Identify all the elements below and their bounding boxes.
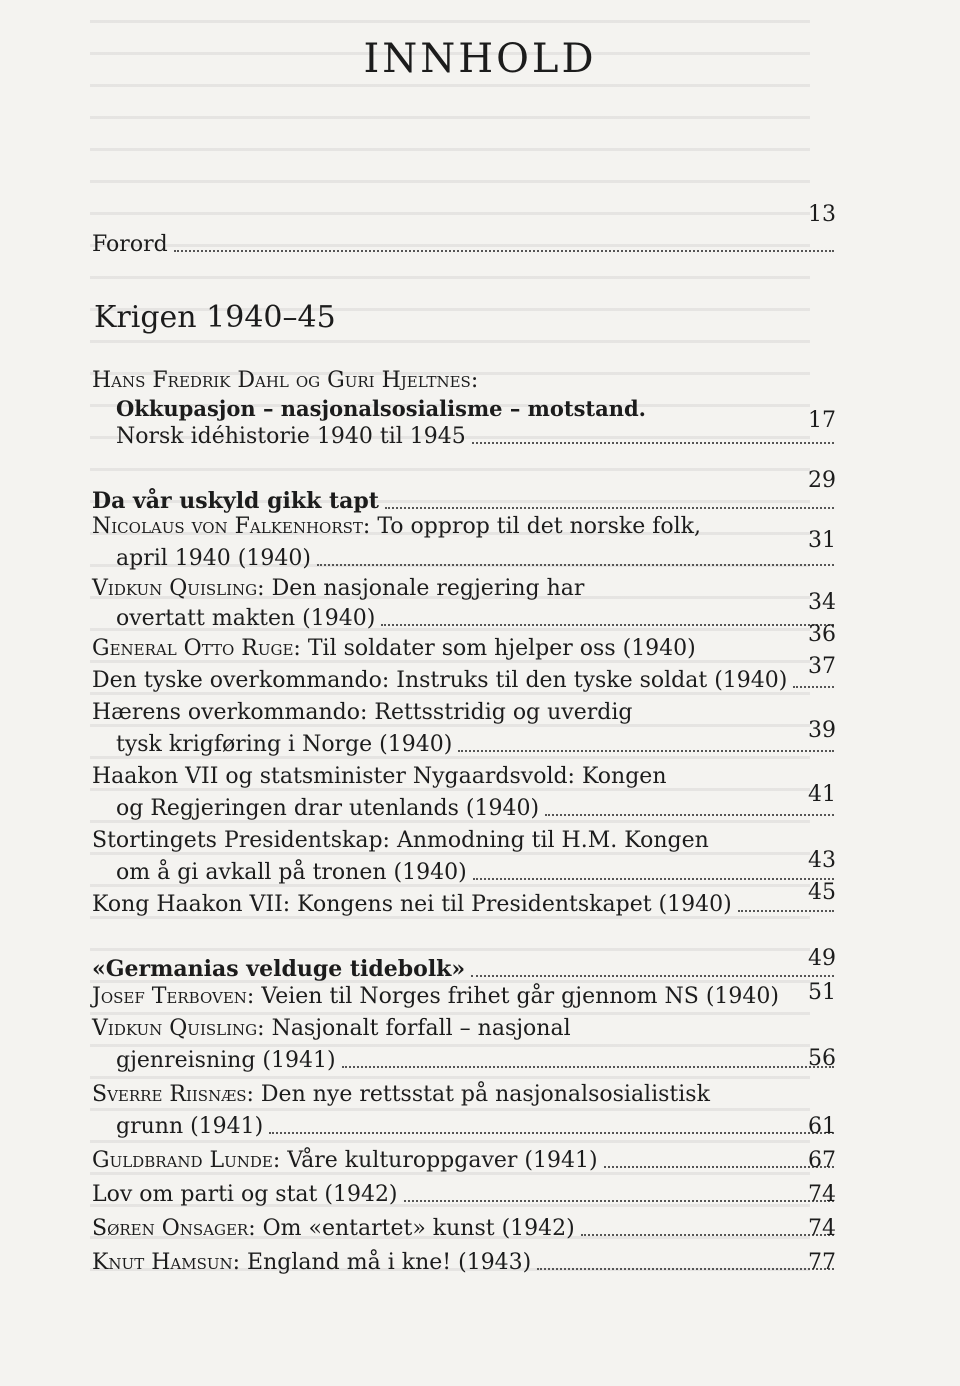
page-number: 29: [808, 468, 836, 493]
page-number: 51: [808, 980, 836, 1005]
toc-entry-line: Josef Terboven: Veien til Norges frihet går gjennom NS (1940): [92, 984, 779, 1009]
toc-entry-line: Vidkun Quisling: Nasjonalt forfall – nasjonal: [92, 1016, 571, 1041]
toc-entry-line: Stortingets Presidentskap: Anmodning til H.M. Kongen: [92, 828, 709, 853]
toc-author: Hans Fredrik Dahl og Guri Hjeltnes:: [92, 368, 479, 393]
toc-entry-section: «Germanias velduge tidebolk»: [92, 956, 840, 982]
page-number: 56: [808, 1046, 836, 1071]
toc-entry-line: Hærens overkommando: Rettsstridig og uverdig: [92, 700, 633, 725]
toc-entry-line: Nicolaus von Falkenhorst: To opprop til det norske folk,: [92, 514, 701, 539]
toc-entry-line: Guldbrand Lunde: Våre kulturoppgaver (1941): [92, 1148, 840, 1173]
page-number: 43: [808, 848, 836, 873]
leader-dots: [385, 506, 834, 509]
page-number: 61: [808, 1114, 836, 1139]
toc-entry-line: Haakon VII og statsminister Nygaardsvold: Kongen: [92, 764, 667, 789]
toc-entry-line: grunn (1941): [116, 1114, 840, 1139]
leader-dots: [381, 623, 834, 626]
page-number: 74: [808, 1182, 836, 1207]
leader-dots: [458, 749, 834, 752]
toc-entry-line: Okkupasjon – nasjonalsosialisme – motstand.: [116, 396, 646, 421]
toc-entry-line: Den tyske overkommando: Instruks til den tyske soldat (1940): [92, 668, 840, 693]
page-number: 67: [808, 1148, 836, 1173]
toc-entry-line: om å gi avkall på tronen (1940): [116, 860, 840, 885]
page-number: 41: [808, 782, 836, 807]
leader-dots: [545, 813, 834, 816]
page-number: 74: [808, 1216, 836, 1241]
section-heading: Krigen 1940–45: [94, 300, 336, 335]
toc-entry-line: General Otto Ruge: Til soldater som hjelper oss (1940): [92, 636, 696, 661]
page-title: INNHOLD: [363, 36, 597, 82]
page-number: 77: [808, 1250, 836, 1275]
page-number: 49: [808, 946, 836, 971]
leader-dots: [404, 1199, 834, 1202]
toc-entry-forord: [92, 232, 840, 257]
toc-entry-line: Lov om parti og stat (1942): [92, 1182, 840, 1207]
toc-entry-section: Da vår uskyld gikk tapt: [92, 488, 840, 514]
toc-entry-line: og Regjeringen drar utenlands (1940): [116, 796, 840, 821]
page-number: 34: [808, 590, 836, 615]
page-number: 13: [808, 202, 836, 227]
toc-entry-line: Kong Haakon VII: Kongens nei til Presidentskapet (1940): [92, 892, 840, 917]
leader-dots: [342, 1065, 834, 1068]
leader-dots: [269, 1131, 834, 1134]
toc-entry-line: gjenreisning (1941): [116, 1048, 840, 1073]
leader-dots: [581, 1233, 834, 1236]
toc-entry-line: Knut Hamsun: England må i kne! (1943): [92, 1250, 840, 1275]
leader-dots: [738, 909, 834, 912]
leader-dots: [604, 1165, 834, 1168]
toc-entry-line: tysk krigføring i Norge (1940): [116, 732, 840, 757]
leader-dots: [472, 441, 834, 444]
leader-dots: [473, 877, 834, 880]
leader-dots: [537, 1267, 834, 1270]
page-number: 31: [808, 528, 836, 553]
toc-entry-line: overtatt makten (1940): [116, 606, 840, 631]
toc-entry-line: Vidkun Quisling: Den nasjonale regjering har: [92, 576, 585, 601]
toc-entry-line: Søren Onsager: Om «entartet» kunst (1942): [92, 1216, 840, 1241]
leader-dots: [471, 974, 834, 977]
page-number: 45: [808, 880, 836, 905]
leader-dots: [317, 563, 834, 566]
page-number: 39: [808, 718, 836, 743]
toc-entry-line: april 1940 (1940): [116, 546, 840, 571]
page-number: 37: [808, 654, 836, 679]
leader-dots: [174, 249, 834, 252]
toc-entry-line: Norsk idéhistorie 1940 til 1945: [116, 424, 840, 449]
page-number: 36: [808, 622, 836, 647]
toc-entry-title: Forord: [92, 232, 168, 257]
toc-entry-line: Sverre Riisnæs: Den nye rettsstat på nasjonalsosialistisk: [92, 1082, 710, 1107]
leader-dots: [793, 685, 834, 688]
page-number: 17: [808, 408, 836, 433]
